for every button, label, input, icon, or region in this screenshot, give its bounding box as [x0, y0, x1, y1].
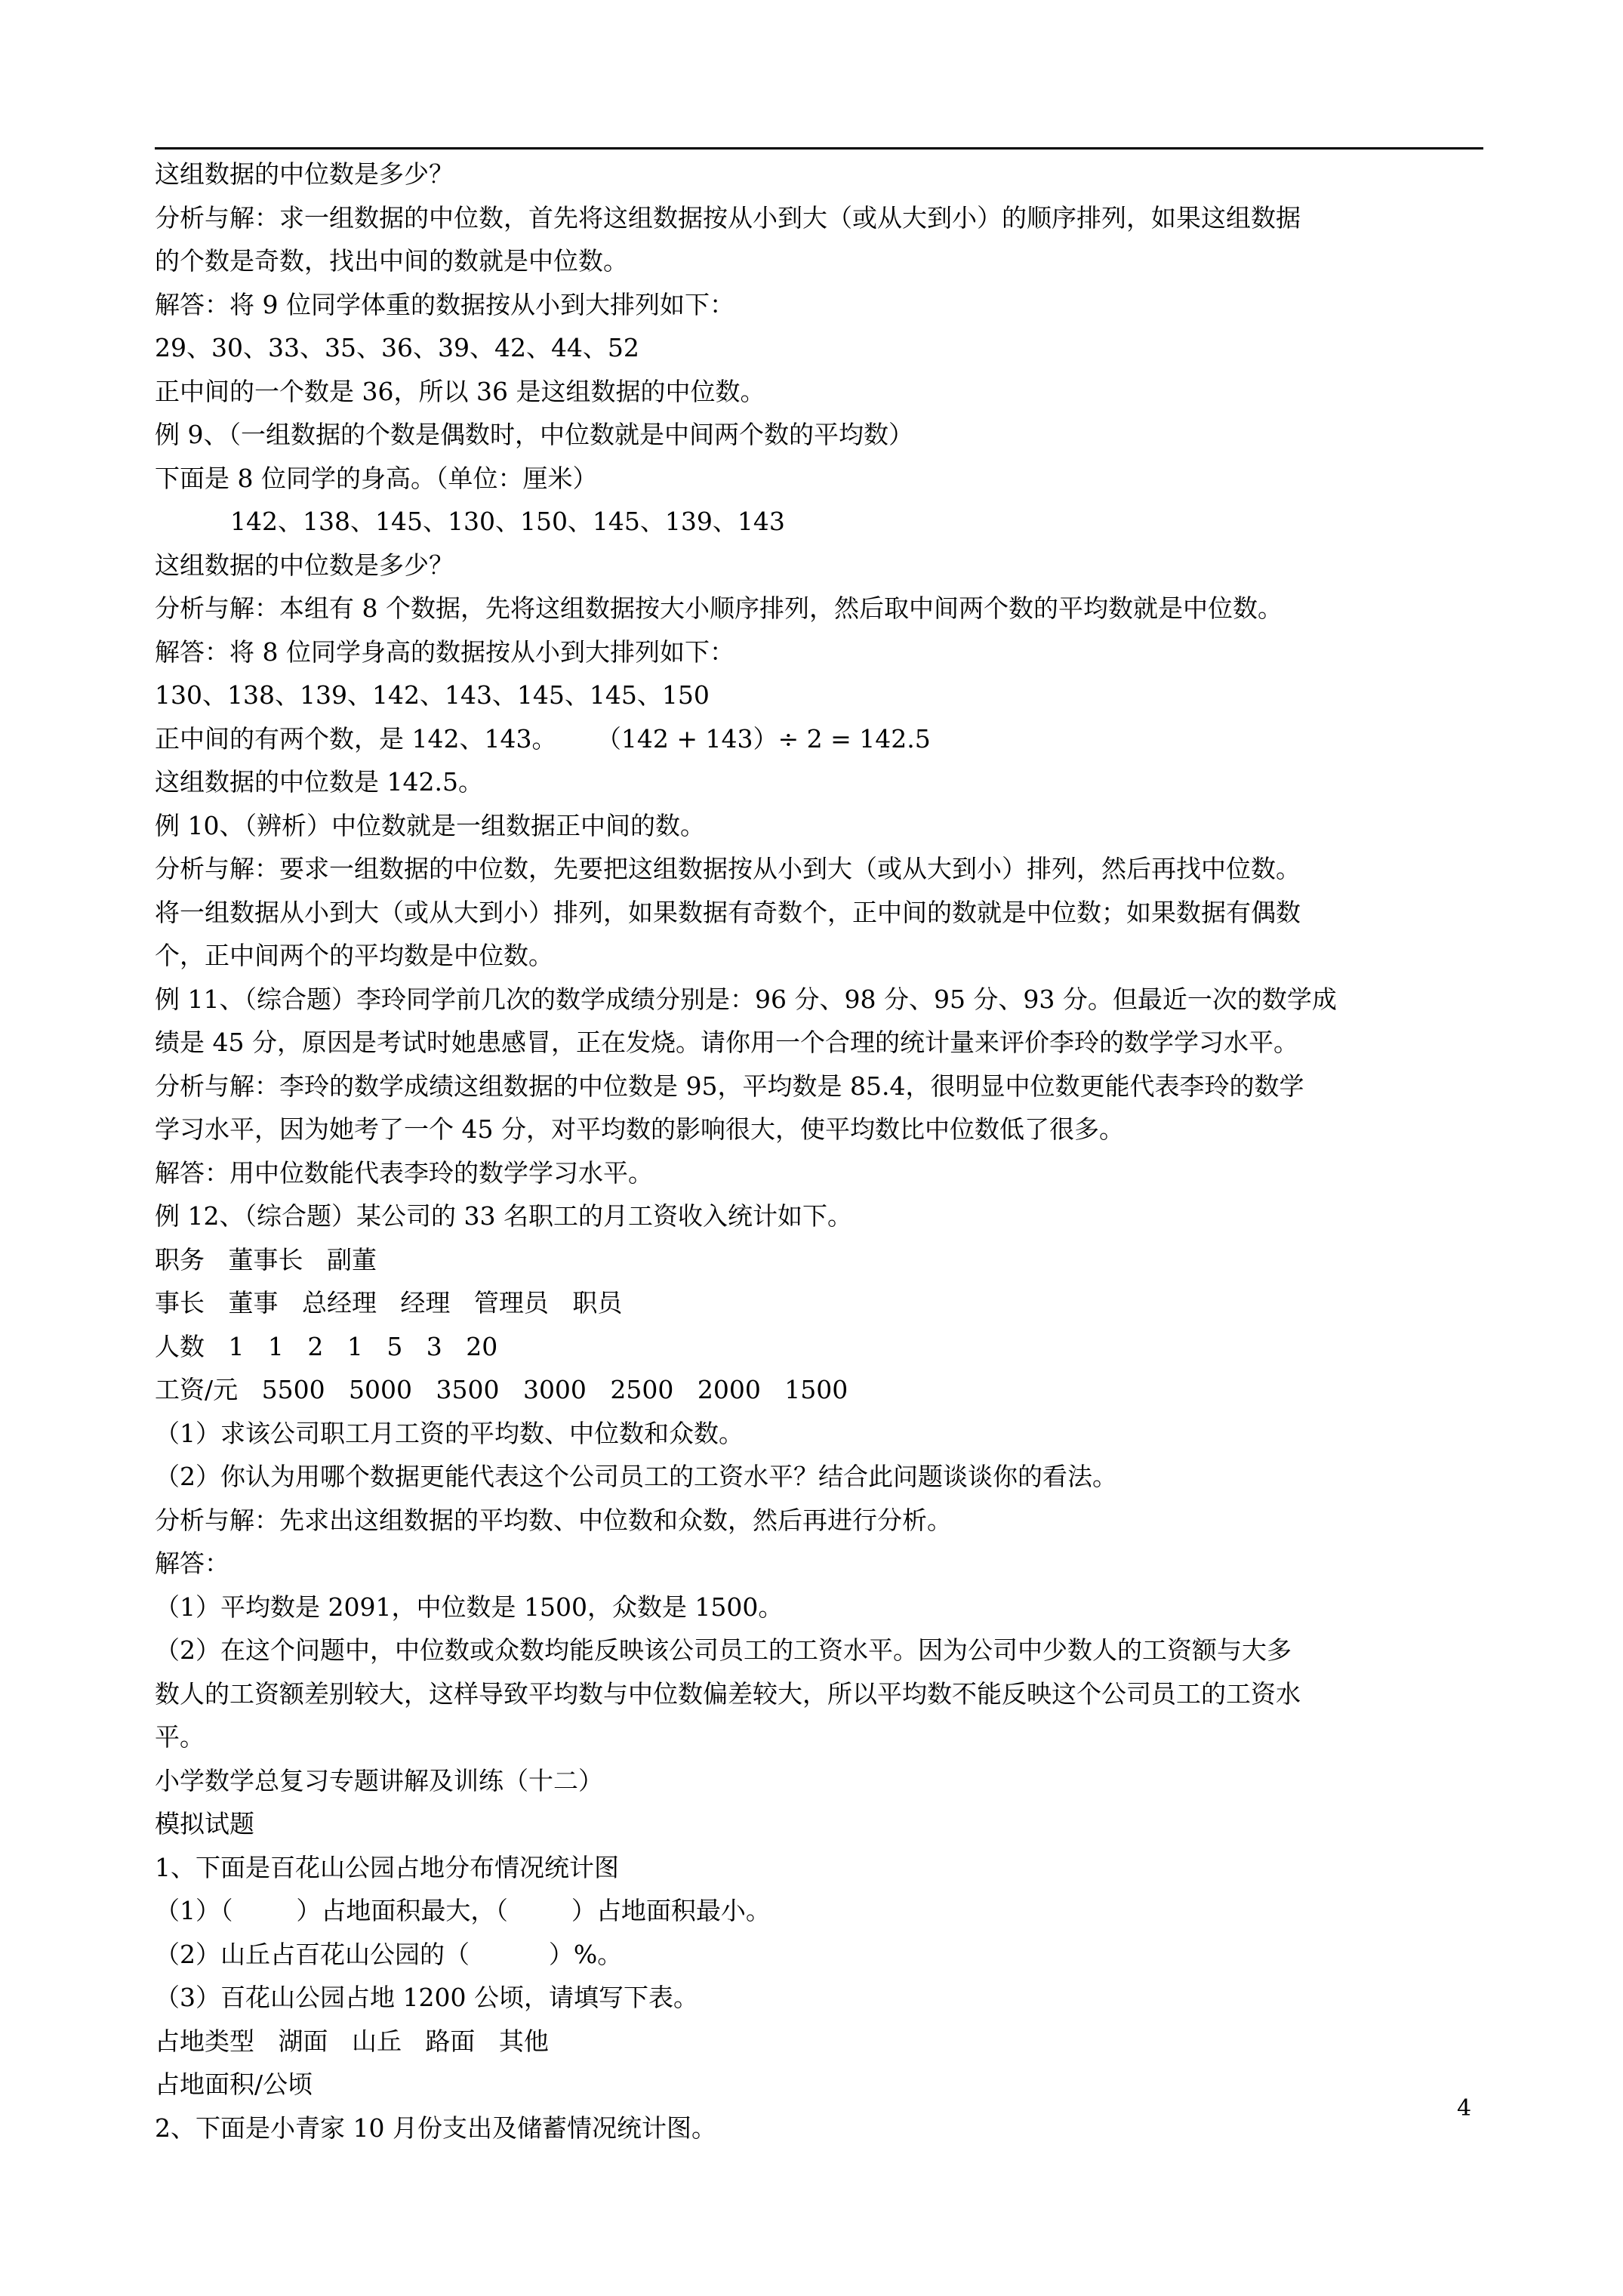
text-line: 2、下面是小青家 10 月份支出及储蓄情况统计图。: [155, 2113, 716, 2143]
text-line: 平。: [155, 1722, 205, 1752]
text-line: 分析与解：先求出这组数据的平均数、中位数和众数，然后再进行分析。: [155, 1505, 952, 1535]
text-line: 绩是 45 分，原因是考试时她患感冒，正在发烧。请你用一个合理的统计量来评价李玲的数学学习水平。: [155, 1028, 1298, 1057]
text-line: 解答：将 8 位同学身高的数据按从小到大排列如下：: [155, 636, 735, 667]
text-line: 占地面积/公顷: [155, 2069, 313, 2099]
text-line: 分析与解：李玲的数学成绩这组数据的中位数是 95，平均数是 85.4，很明显中位数更能代表李玲的数学: [155, 1071, 1304, 1101]
text-line: 职务 董事长 副董: [155, 1244, 377, 1274]
text-line: 分析与解：本组有 8 个数据，先将这组数据按大小顺序排列，然后取中间两个数的平均数就是中位数。: [155, 593, 1283, 623]
text-line: （2）山丘占百花山公园的（ ）%。: [155, 1939, 623, 1969]
text-line: 正中间的一个数是 36，所以 36 是这组数据的中位数。: [155, 376, 765, 406]
text-line: 数人的工资额差别较大，这样导致平均数与中位数偏差较大，所以平均数不能反映这个公司员工的工资水: [155, 1678, 1301, 1709]
text-line: 例 11、（综合题）李玲同学前几次的数学成绩分别是：96 分、98 分、95 分、93 分。但最近一次的数学成: [155, 984, 1337, 1014]
text-line: 占地类型 湖面 山丘 路面 其他: [155, 2026, 549, 2056]
text-line: 1、下面是百花山公园占地分布情况统计图: [155, 1852, 619, 1882]
text-line: 模拟试题: [155, 1809, 254, 1838]
text-line: 的个数是奇数，找出中间的数就是中位数。: [155, 246, 628, 276]
text-line: 学习水平，因为她考了一个 45 分，对平均数的影响很大，使平均数比中位数低了很多。: [155, 1114, 1124, 1144]
text-line: 事长 董事 总经理 经理 管理员 职员: [155, 1288, 623, 1318]
text-line: 小学数学总复习专题讲解及训练（十二）: [155, 1765, 603, 1795]
text-line: （2）你认为用哪个数据更能代表这个公司员工的工资水平？结合此问题谈谈你的看法。: [155, 1462, 1117, 1491]
text-line: 例 12、（综合题）某公司的 33 名职工的月工资收入统计如下。: [155, 1201, 852, 1231]
text-line: 这组数据的中位数是 142.5。: [155, 767, 483, 797]
text-line: 下面是 8 位同学的身高。（单位：厘米）: [155, 463, 598, 493]
text-line: 个，正中间两个的平均数是中位数。: [155, 941, 553, 970]
text-line: （2）在这个问题中，中位数或众数均能反映该公司员工的工资水平。因为公司中少数人的工资额与大多: [155, 1635, 1292, 1665]
text-line: 29、30、33、35、36、39、42、44、52: [155, 333, 639, 362]
text-line: 将一组数据从小到大（或从大到小）排列，如果数据有奇数个，正中间的数就是中位数；如果数据有偶数: [155, 897, 1301, 927]
text-line: 这组数据的中位数是多少？: [155, 159, 454, 189]
text-line: 解答：: [155, 1549, 229, 1578]
text-line: （1）平均数是 2091，中位数是 1500，众数是 1500。: [155, 1592, 784, 1622]
text-line: （1）（ ）占地面积最大，（ ）占地面积最小。: [155, 1896, 771, 1925]
text-line: 解答：用中位数能代表李玲的数学学习水平。: [155, 1157, 653, 1188]
text-line: 例 10、（辨析）中位数就是一组数据正中间的数。: [155, 810, 705, 840]
document-body: [155, 153, 1483, 2150]
text-line: 分析与解：求一组数据的中位数，首先将这组数据按从小到大（或从大到小）的顺序排列，如果这组数据: [155, 202, 1301, 233]
header-rule: [155, 147, 1483, 149]
text-line: 这组数据的中位数是多少？: [155, 550, 454, 580]
text-line: （3）百花山公园占地 1200 公顷，请填写下表。: [155, 1983, 698, 2012]
text-line: 正中间的有两个数，是 142、143。 （142 + 143）÷ 2 = 142.5: [155, 723, 931, 754]
page-number: 4: [1457, 2095, 1472, 2122]
text-line: 142、138、145、130、150、145、139、143: [230, 507, 785, 536]
text-line: 人数 1 1 2 1 5 3 20: [155, 1331, 498, 1361]
text-line: 130、138、139、142、143、145、145、150: [155, 680, 710, 710]
text-line: 分析与解：要求一组数据的中位数，先要把这组数据按从小到大（或从大到小）排列，然后再找中位数。: [155, 854, 1301, 883]
text-line: 解答：将 9 位同学体重的数据按从小到大排列如下：: [155, 289, 735, 319]
text-line: （1）求该公司职工月工资的平均数、中位数和众数。: [155, 1418, 744, 1448]
text-line: 例 9、（一组数据的个数是偶数时，中位数就是中间两个数的平均数）: [155, 420, 913, 449]
text-line: 工资/元 5500 5000 3500 3000 2500 2000 1500: [155, 1375, 848, 1404]
